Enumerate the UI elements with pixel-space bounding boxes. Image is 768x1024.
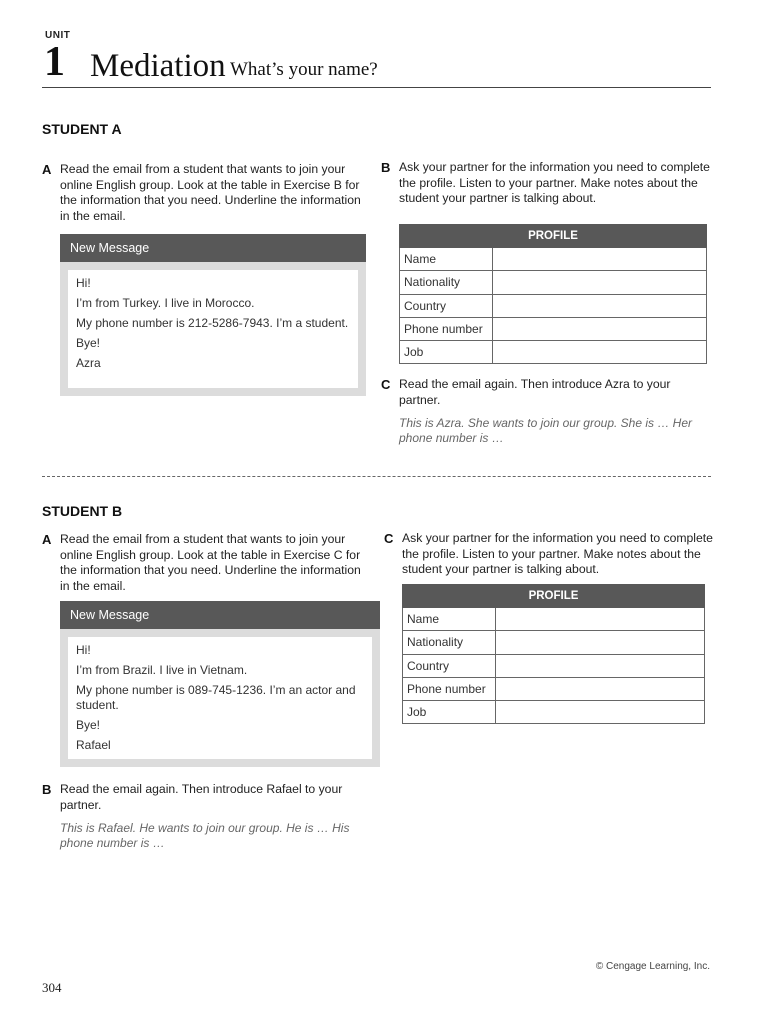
- student-a-email: [60, 234, 366, 396]
- profile-label-job: Job: [403, 701, 496, 724]
- profile-label-country: Country: [403, 654, 496, 677]
- profile-label-country: Country: [400, 294, 493, 317]
- profile-field-nationality[interactable]: [493, 271, 707, 294]
- profile-label-job: Job: [400, 341, 493, 364]
- exercise-text: Read the email from a student that wants to join your online English group. Look at the table in Exercise C for the information that you need. Underline the information in the email.: [60, 532, 361, 593]
- profile-field-phone[interactable]: [493, 317, 707, 340]
- profile-field-name[interactable]: [496, 608, 705, 631]
- unit-label: UNIT: [45, 30, 71, 41]
- exercise-text: Ask your partner for the information you need to complete the profile. Listen to your partner. Make notes about the student your partner is talking about.: [402, 531, 713, 576]
- student-a-profile-table: [399, 224, 707, 364]
- student-a-exercise-b: [381, 160, 711, 207]
- profile-label-nationality: Nationality: [403, 631, 496, 654]
- exercise-text: Read the email again. Then introduce Rafael to your partner.: [60, 782, 343, 812]
- exercise-example: This is Rafael. He wants to join our group. He is … His phone number is …: [60, 821, 350, 850]
- profile-field-name[interactable]: [493, 248, 707, 271]
- profile-title: PROFILE: [400, 225, 707, 248]
- email-line: Bye!: [76, 718, 101, 732]
- exercise-letter: C: [384, 531, 394, 546]
- student-a-exercise-c: [381, 377, 711, 446]
- page-number: 304: [42, 980, 62, 995]
- email-line: My phone number is 089-745-1236. I’m an actor and student.: [76, 683, 356, 712]
- student-a-title: STUDENT A: [42, 121, 122, 137]
- exercise-text: Read the email again. Then introduce Azra to your partner.: [399, 377, 671, 407]
- student-b-exercise-b: [42, 782, 372, 851]
- student-a-exercise-a: [42, 162, 372, 224]
- profile-field-job[interactable]: [496, 701, 705, 724]
- email-line: Bye!: [76, 336, 101, 350]
- email-line: Azra: [76, 356, 101, 370]
- email-header: New Message: [60, 601, 380, 629]
- profile-field-country[interactable]: [496, 654, 705, 677]
- profile-field-country[interactable]: [493, 294, 707, 317]
- profile-field-nationality[interactable]: [496, 631, 705, 654]
- profile-label-nationality: Nationality: [400, 271, 493, 294]
- student-b-profile-table: [402, 584, 705, 724]
- exercise-text: Ask your partner for the information you need to complete the profile. Listen to your partner. Make notes about the student your partner is talking about.: [399, 160, 710, 205]
- exercise-letter: A: [42, 532, 52, 547]
- student-b-exercise-a: [42, 532, 372, 594]
- email-line: Rafael: [76, 738, 111, 752]
- cut-line-divider: [42, 476, 711, 477]
- unit-header: [42, 28, 711, 88]
- email-body: [68, 637, 372, 759]
- profile-label-name: Name: [400, 248, 493, 271]
- profile-label-phone: Phone number: [403, 677, 496, 700]
- email-line: Hi!: [76, 276, 91, 290]
- unit-title: Mediation: [90, 48, 226, 84]
- student-b-title: STUDENT B: [42, 503, 123, 519]
- email-body: [68, 270, 358, 388]
- email-line: I’m from Brazil. I live in Vietnam.: [76, 663, 248, 677]
- email-line: Hi!: [76, 643, 91, 657]
- exercise-letter: C: [381, 377, 391, 392]
- student-b-email: [60, 601, 380, 767]
- unit-subtitle: What’s your name?: [230, 59, 378, 80]
- student-b-exercise-c: [384, 531, 714, 578]
- unit-number: 1: [44, 39, 65, 85]
- copyright-notice: © Cengage Learning, Inc.: [595, 961, 710, 972]
- exercise-letter: A: [42, 162, 52, 177]
- email-line: My phone number is 212-5286-7943. I’m a student.: [76, 316, 349, 330]
- email-line: I’m from Turkey. I live in Morocco.: [76, 296, 255, 310]
- exercise-letter: B: [42, 782, 52, 797]
- email-header: New Message: [60, 234, 366, 262]
- profile-label-name: Name: [403, 608, 496, 631]
- profile-field-phone[interactable]: [496, 677, 705, 700]
- profile-title: PROFILE: [403, 585, 705, 608]
- exercise-letter: B: [381, 160, 391, 175]
- profile-label-phone: Phone number: [400, 317, 493, 340]
- exercise-text: Read the email from a student that wants to join your online English group. Look at the table in Exercise B for the information that you need. Underline the information in the email.: [60, 162, 361, 223]
- profile-field-job[interactable]: [493, 341, 707, 364]
- exercise-example: This is Azra. She wants to join our group. She is … Her phone number is …: [399, 416, 693, 445]
